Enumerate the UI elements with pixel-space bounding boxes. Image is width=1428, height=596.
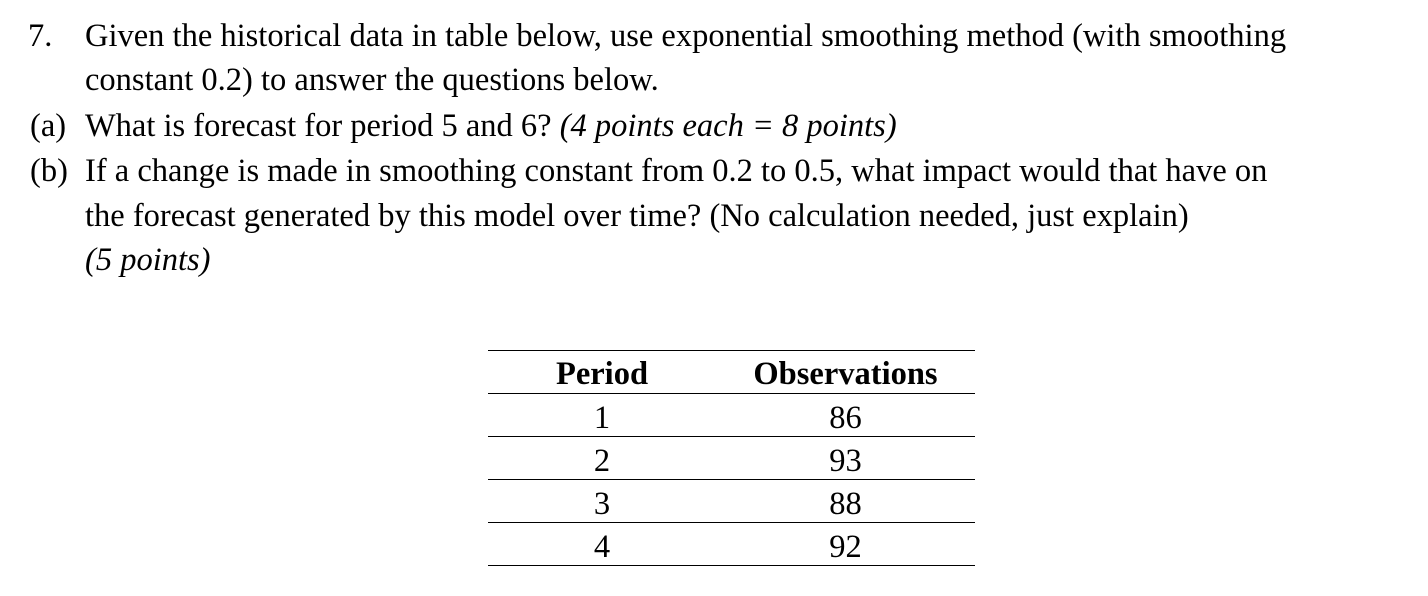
part-b-label: (b) <box>30 153 68 189</box>
table-row-rule <box>488 436 975 437</box>
table-row-rule <box>488 522 975 523</box>
table-cell-observation: 93 <box>829 443 862 479</box>
part-b-text-line2: the forecast generated by this model over time? (No calculation needed, just explain) <box>85 198 1189 234</box>
part-a-text: What is forecast for period 5 and 6? <box>85 108 552 144</box>
question-number: 7. <box>28 18 53 54</box>
table-cell-period: 4 <box>593 529 611 565</box>
table-cell-observation: 88 <box>829 486 862 522</box>
table-header-rule <box>488 393 975 394</box>
table-cell-period: 3 <box>593 486 611 522</box>
part-b-points: (5 points) <box>85 242 211 278</box>
table-cell-observation: 86 <box>829 400 862 436</box>
table-header-observations: Observations <box>753 356 938 392</box>
part-b-text-line1: If a change is made in smoothing constant from 0.2 to 0.5, what impact would that have on <box>85 153 1268 189</box>
part-a-points: (4 points each = 8 points) <box>559 108 897 144</box>
part-a-label: (a) <box>30 108 67 144</box>
table-cell-period: 2 <box>593 443 611 479</box>
table-header-period: Period <box>555 356 649 392</box>
table-cell-observation: 92 <box>829 529 862 565</box>
table-cell-period: 1 <box>593 400 611 436</box>
table-bottom-rule <box>488 565 975 566</box>
question-text-line2: constant 0.2) to answer the questions below. <box>85 62 659 98</box>
part-a-text-wrap <box>85 110 897 143</box>
table-row-rule <box>488 479 975 480</box>
question-text-line1: Given the historical data in table below, use exponential smoothing method (with smoothing <box>85 18 1287 54</box>
table-top-rule <box>488 350 975 351</box>
